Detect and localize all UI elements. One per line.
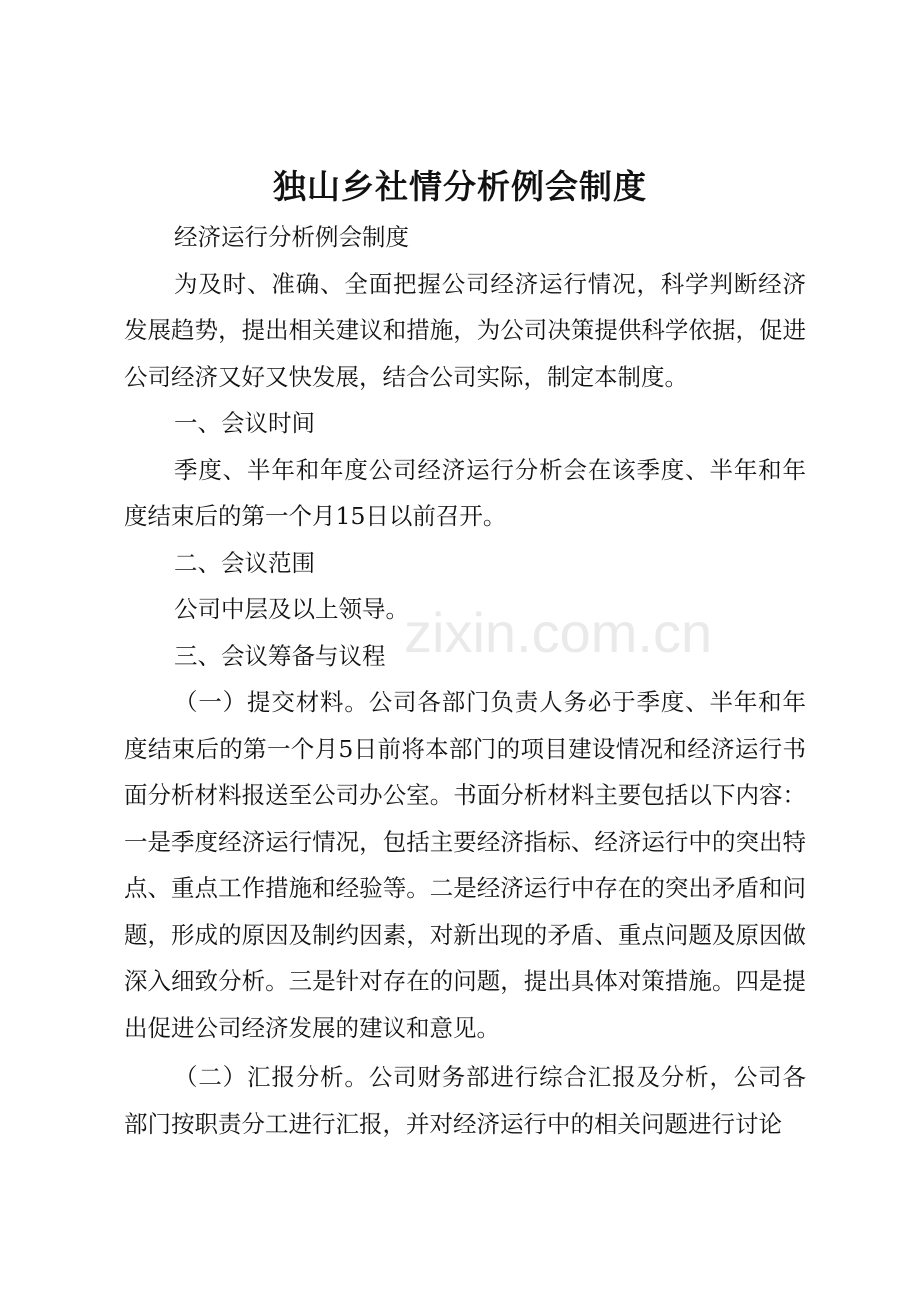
section-heading-meeting-scope: 二、会议范围 <box>174 548 315 577</box>
paragraph-subtitle: 经济运行分析例会制度 <box>174 223 409 251</box>
paragraph-intro: 为及时、准确、全面把握公司经济运行情况，科学判断经济发展趋势，提出相关建议和措施，为公司决策提供科学依据，促进公司经济又好又快发展，结合公司实际，制定本制度。 <box>124 269 806 391</box>
document-body <box>124 214 806 1147</box>
watermark-text: zixin.com.cn <box>404 601 713 664</box>
section-heading-meeting-preparation: 三、会议筹备与议程 <box>174 641 386 670</box>
paragraph-submit-materials: （一）提交材料。公司各部门负责人务必于季度、半年和年度结束后的第一个月5日前将本部门的项目建设情况和经济运行书面分析材料报送至公司办公室。书面分析材料主要包括以下内容：一是季度经济运行情况，包括主要经济指标、经济运行中的突出特点、重点工作措施和经验等。二是经济运行中存在的突出矛盾和问题，形成的原因及制约因素，对新出现的矛盾、重点问题及原因做深入细致分析。三是针对存在的问题，提出具体对策措施。四是提出促进公司经济发展的建议和意见。 <box>124 688 806 1042</box>
paragraph-meeting-time: 季度、半年和年度公司经济运行分析会在该季度、半年和年度结束后的第一个月15日以前召开。 <box>124 455 806 530</box>
paragraph-meeting-scope: 公司中层及以上领导。 <box>174 595 409 623</box>
document-title: 独山乡社情分析例会制度 <box>273 167 647 206</box>
section-heading-meeting-time: 一、会议时间 <box>174 409 315 437</box>
paragraph-report-analysis: （二）汇报分析。公司财务部进行综合汇报及分析，公司各部门按职责分工进行汇报，并对经济运行中的相关问题进行讨论 <box>124 1063 806 1138</box>
